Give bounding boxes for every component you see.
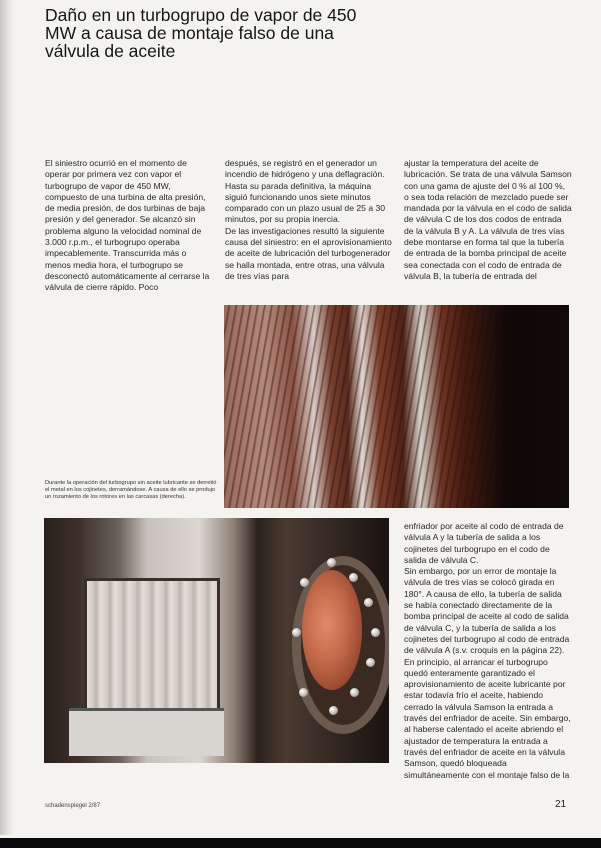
bolt-icon <box>366 658 375 667</box>
turbine-rotor-photo <box>224 305 569 508</box>
paragraph: enfriador por aceite al codo de entrada de válvula A y la tubería de salida a los cojinetes del turbogrupo en el codo de salida de válvula C. <box>404 521 564 565</box>
bolt-icon <box>292 628 301 637</box>
scan-edge-bar <box>0 838 601 848</box>
bolt-icon <box>364 598 373 607</box>
bolt-icon <box>300 578 309 587</box>
text-column-3 <box>404 158 572 282</box>
paragraph: ajustar la temperatura del aceite de lubricación. Se trata de una válvula Samson con una gama de ajuste del 0 % al 100 %, o sea toda relación de mezclado puede ser mandada por la válvula en el codo de salida de válvula C de los dos codos de entrada de la válvula B y A. La válvula de tres vías debe montarse en forma tal que la tubería de entrada de la bomba principal de aceite sea conectada con el codo de entrada de válvula B, la tubería de entrada del <box>404 158 572 281</box>
paragraph: después, se registró en el generador un incendio de hidrógeno y una deflagración. <box>225 158 385 180</box>
page-spine-shadow <box>0 0 14 835</box>
paragraph: El siniestro ocurrió en el momento de operar por primera vez con vapor el turbogrupo de vapor de 450 MW, compuesto de una turbina de alta presión, de media presión, de dos turbinas de baja presión y del generador. Se alcanzó sin problema alguno la velocidad nominal de 3.000 r.p.m., el turbogrupo operaba impecablemente. Transcurrida más o menos media hora, el turbogrupo se desconectó automáticamente al cerrarse la válvula de cierre rápido. Poco <box>45 158 210 293</box>
text-column-1 <box>45 158 210 294</box>
bolt-icon <box>329 706 338 715</box>
bolt-icon <box>327 558 336 567</box>
publication-name: schadenspiegel 2/87 <box>45 803 101 809</box>
bolt-icon <box>349 573 358 582</box>
bearing-flange-photo <box>44 518 389 763</box>
paragraph: Hasta su parada definitiva, la máquina siguió funcionando unos siete minutos comparado con un plazo usual de 25 a 30 minutos, por su propia inercia. <box>225 180 386 225</box>
flange-face-shape <box>302 570 362 690</box>
text-column-4 <box>404 521 572 781</box>
paragraph: De las investigaciones resultó la siguiente causa del siniestro: en el aprovisionamiento de aceite de lubricación del turbogenerador se halla montada, entre otras, una válvula de tres vías para <box>225 225 392 281</box>
bearing-base-shape <box>69 708 224 756</box>
paragraph: Sin embargo, por un error de montaje la válvula de tres vías se colocó girada en 180°. A causa de ello, la tubería de salida se había conectado directamente de la bomba principal de aceite al codo de salida de válvula C, y la tubería de salida a los cojinetes del turbogrupo al codo de entrada de válvula A (s.v. croquis en la página 22). En principio, al arrancar el turbogrupo quedó enteramente garantizado el aprovisionamiento de aceite lubricante por estar todavía frío el aceite, habiendo cerrado la válvula Samson la entrada a través del enfriador de aceite. Sin embargo, al haberse calentado el aceite abriendo el ajustador de temperatura la entrada a través del enfriador de aceite en la válvula Samson, quedó bloqueada simultáneamente con el montaje falso de la <box>404 566 571 780</box>
article-title: Daño en un turbogrupo de vapor de 450 MW a causa de montaje falso de una válvula de aceite <box>45 5 357 61</box>
bolt-icon <box>371 628 380 637</box>
text-column-2 <box>225 158 393 282</box>
photo-caption: Durante la operación del turbogrupo sin aceite lubricante se derretió el metal en los cojinetes, derramándose. A causa de ello se produjo un rozamiento de los rotores en las carcasas (derecha). <box>45 480 217 500</box>
bolt-icon <box>299 688 308 697</box>
page-number: 21 <box>555 799 567 810</box>
bolt-icon <box>350 688 359 697</box>
